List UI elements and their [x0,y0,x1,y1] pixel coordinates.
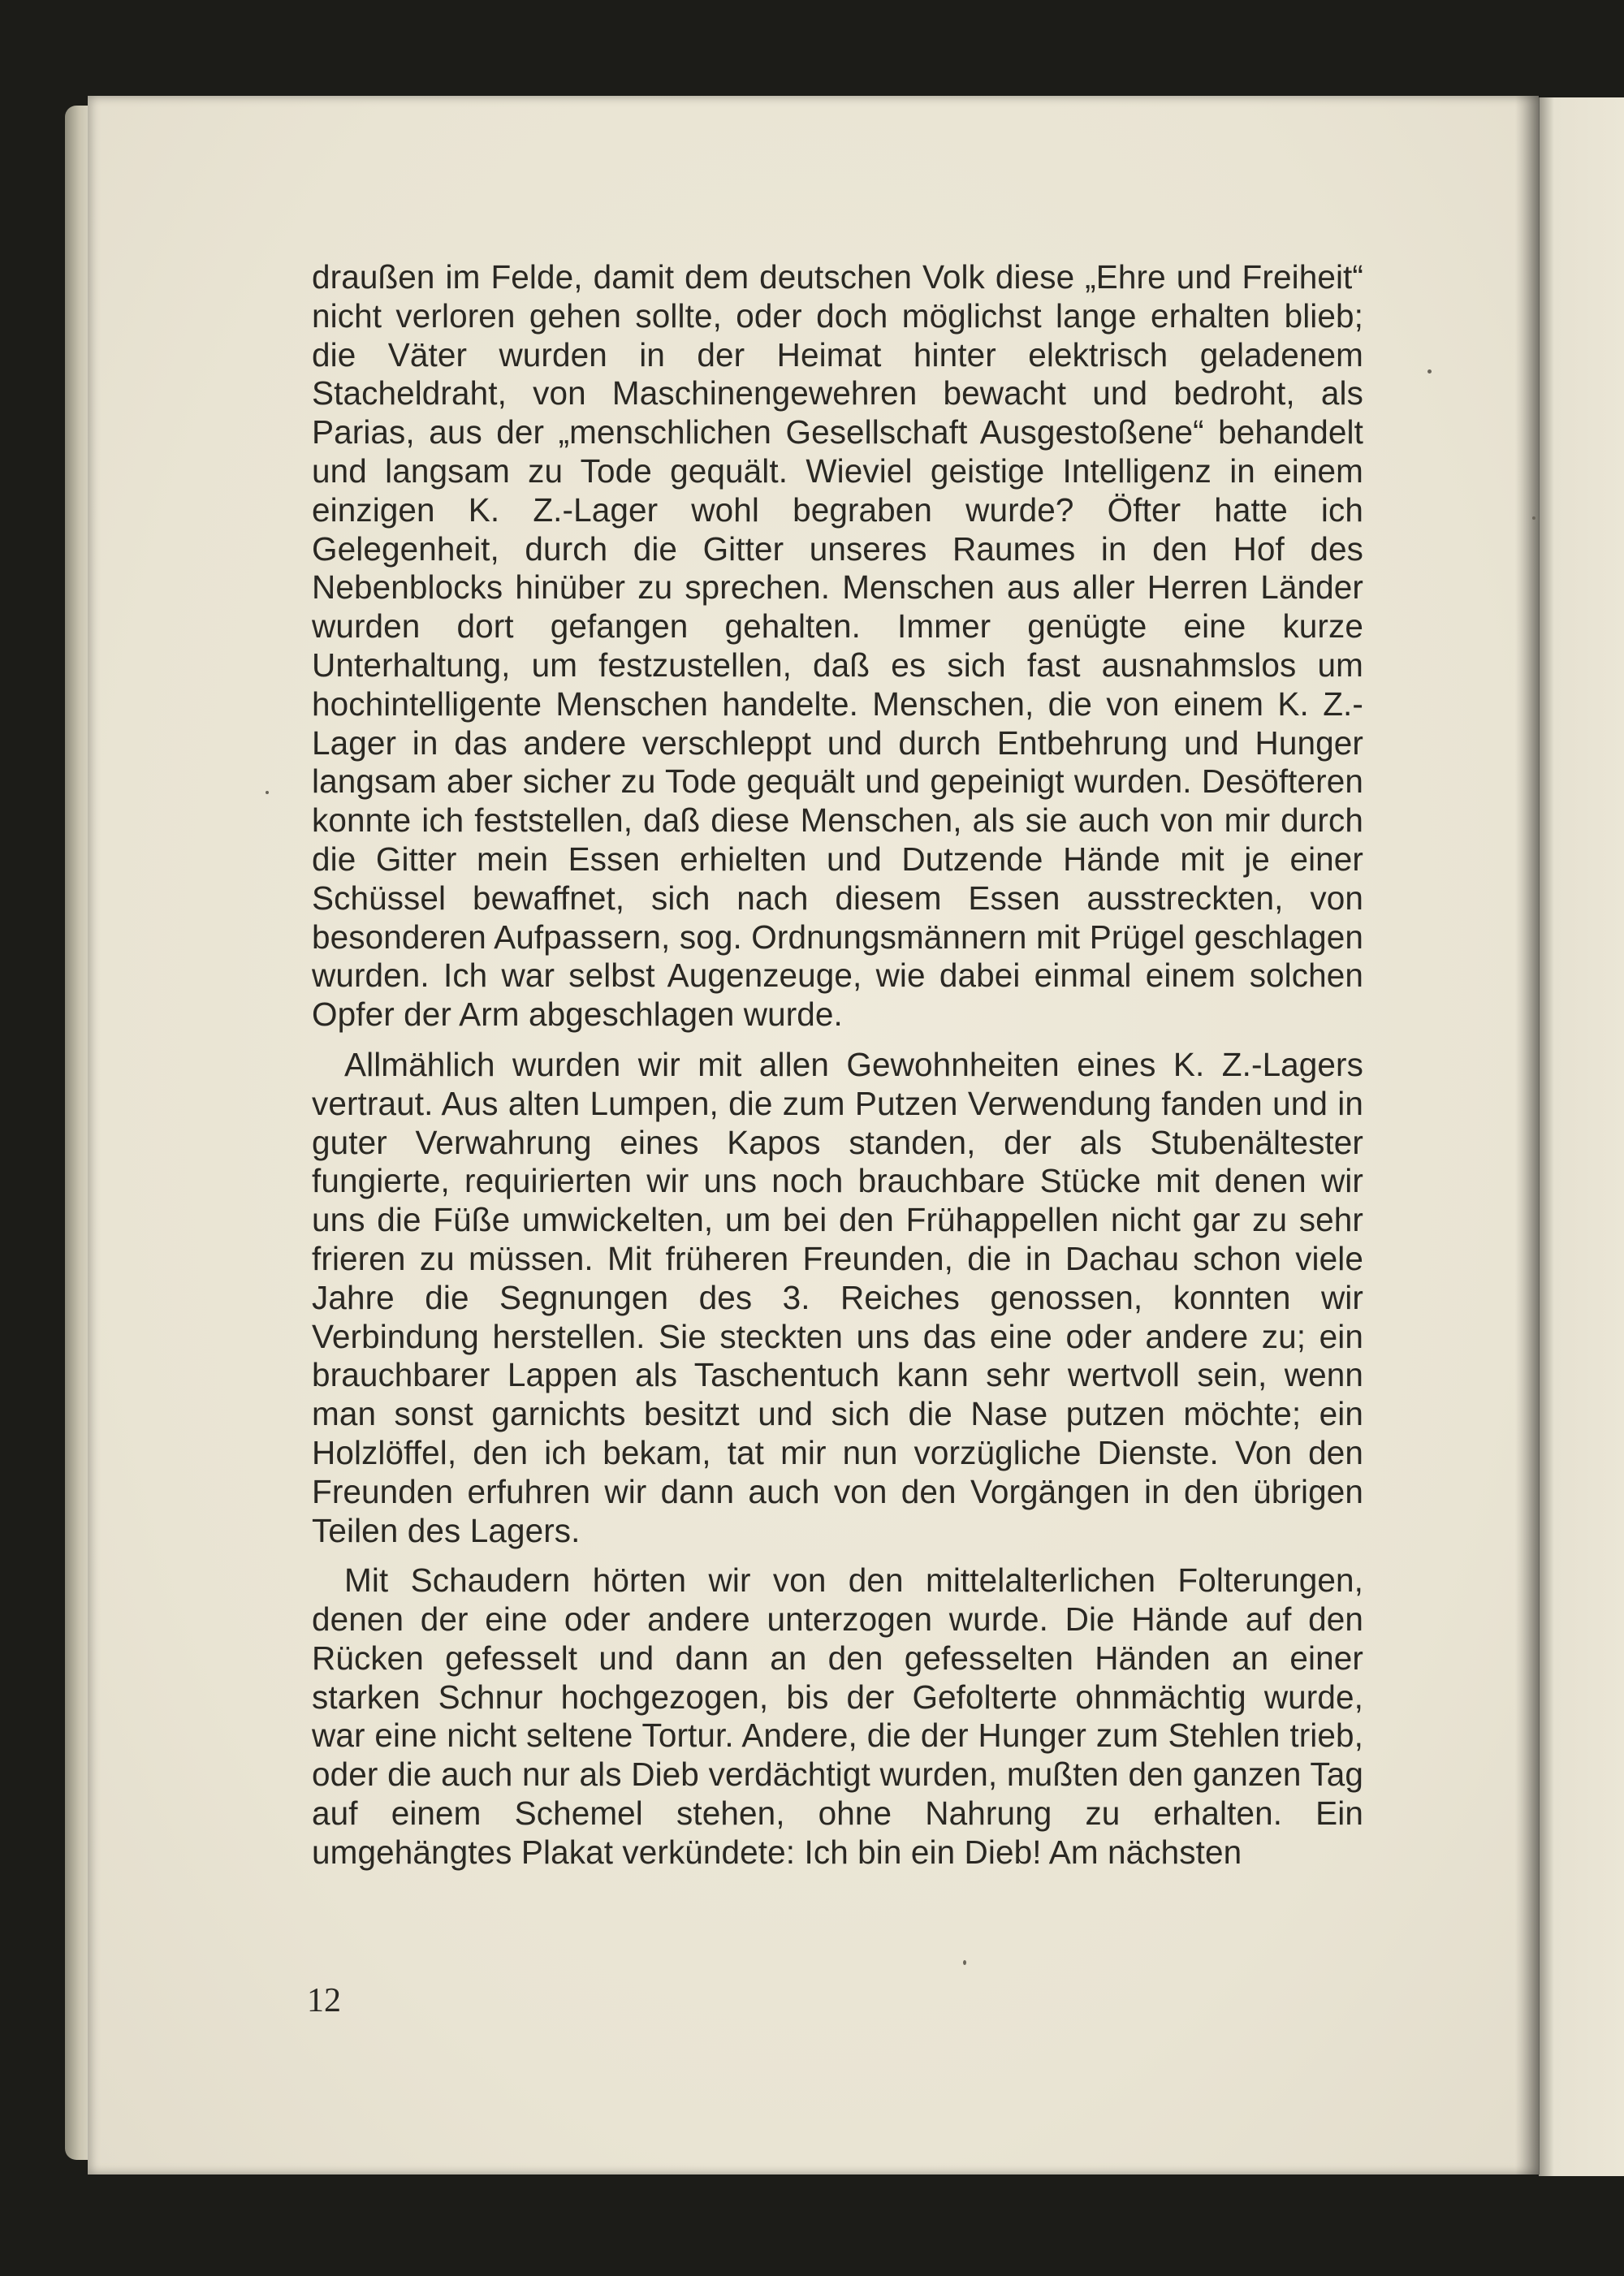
paragraph: draußen im Felde, damit dem deutschen Volk diese „Ehre und Freiheit“ nicht verloren gehen sollte, oder doch möglichst lange erhalten blieb; die Väter wurden in der Heimat hinter elektrisch geladenem Stacheldraht, von Maschinengewehren bewacht und bedroht, als Parias, aus der „menschlichen Gesellschaft Ausgestoßene“ behandelt und langsam zu Tode gequält. Wieviel geistige Intelligenz in einem einzigen K. Z.-Lager wohl begraben wurde? Öfter hatte ich Gelegenheit, durch die Gitter unseres Raumes in den Hof des Nebenblocks hinüber zu sprechen. Menschen aus aller Herren Länder wurden dort gefangen gehalten. Immer genügte eine kurze Unterhaltung, um festzustellen, daß es sich fast ausnahmslos um hochintelligente Menschen handelte. Menschen, die von einem K. Z.-Lager in das andere verschleppt und durch Entbehrung und Hunger langsam aber sicher zu Tode gequält und gepeinigt wurden. Desöfteren konnte ich feststellen, daß diese Menschen, als sie auch von mir durch die Gitter mein Essen erhielten und Dutzende Hände mit je einer Schüssel bewaffnet, sich nach diesem Essen ausstreckten, von besonderen Aufpassern, sog. Ordnungsmännern mit Prügel geschlagen wurden. Ich war selbst Augenzeuge, wie dabei einmal einem solchen Opfer der Arm abgeschlagen wurde. [312,258,1363,1034]
gutter-shadow [1515,96,1540,2175]
body-text [312,258,1363,1872]
paper-speck [963,1960,966,1965]
paper-speck [1427,369,1432,374]
paragraph: Mit Schaudern hörten wir von den mittelalterlichen Folterungen, denen der eine oder andere unterzogen wurde. Die Hände auf den Rücken gefesselt und dann an den gefesselten Händen an einer starken Schnur hochgezogen, bis der Gefolterte ohnmächtig wurde, war eine nicht seltene Tortur. Andere, die der Hunger zum Stehlen trieb, oder die auch nur als Dieb verdächtigt wurden, mußten den ganzen Tag auf einem Schemel stehen, ohne Nahrung zu erhalten. Ein umgehängtes Plakat verkündete: Ich bin ein Dieb! Am nächsten [312,1561,1363,1871]
paragraph: Allmählich wurden wir mit allen Gewohnheiten eines K. Z.-Lagers vertraut. Aus alten Lumpen, die zum Putzen Verwendung fanden und in guter Verwahrung eines Kapos standen, der als Stubenältester fungierte, requirierten wir uns noch brauchbare Stücke mit denen wir uns die Füße umwickelten, um bei den Frühappellen nicht gar zu sehr frieren zu müssen. Mit früheren Freunden, die in Dachau schon viele Jahre die Segnungen des 3. Reiches genossen, konnten wir Verbindung herstellen. Sie steckten uns das eine oder andere zu; ein brauchbarer Lappen als Taschentuch kann sehr wertvoll sein, wenn man sonst garnichts besitzt und sich die Nase putzen möchte; ein Holzlöffel, den ich bekam, tat mir nun vorzügliche Dienste. Von den Freunden erfuhren wir dann auch von den Vorgängen in den übrigen Teilen des Lagers. [312,1045,1363,1549]
paper-speck [266,791,269,794]
paper-speck [1532,516,1535,520]
facing-page-edge [1539,97,1624,2176]
page-number: 12 [307,1982,341,2019]
